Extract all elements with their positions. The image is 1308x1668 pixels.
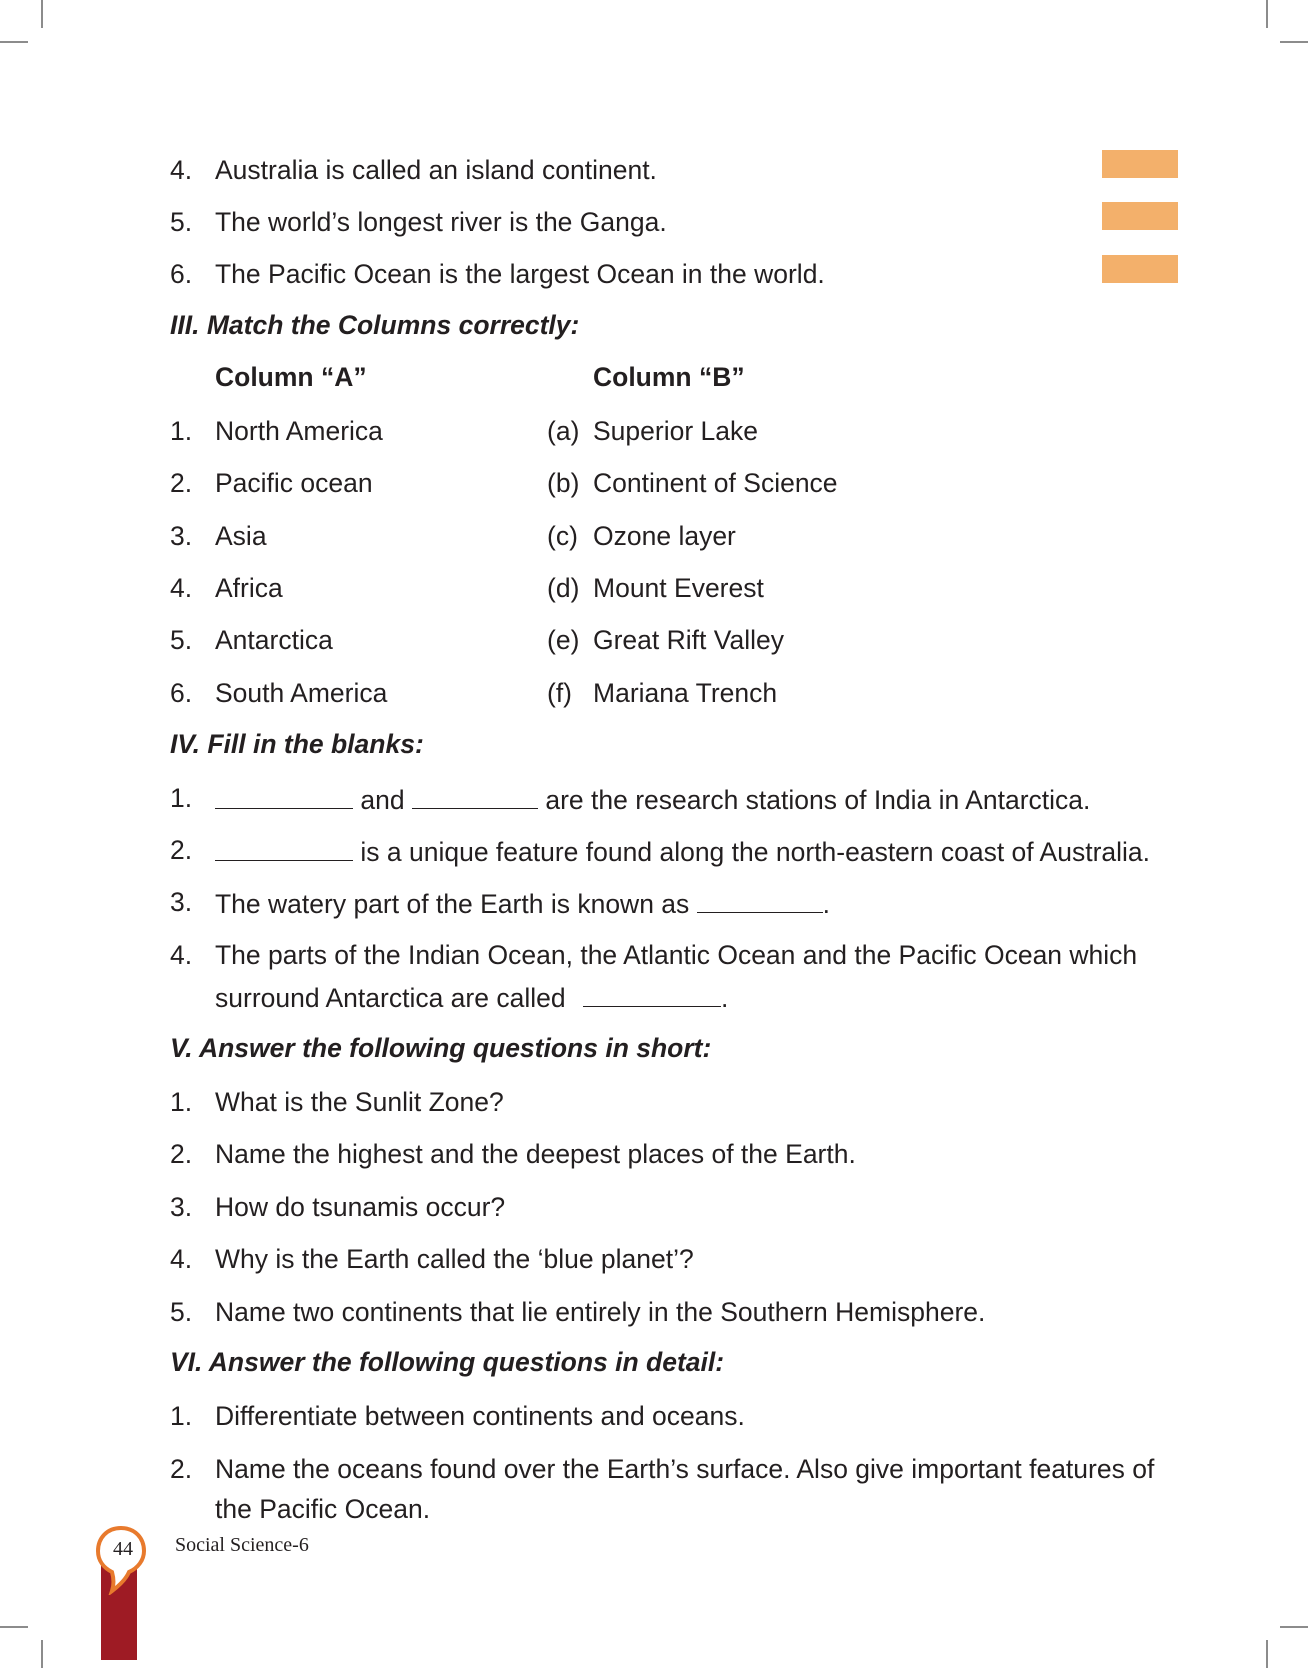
column-b-cell: Continent of Science bbox=[593, 468, 838, 498]
item-text: Name the highest and the deepest places of the Earth. bbox=[215, 1139, 856, 1169]
column-b-label: (a) bbox=[547, 416, 580, 446]
answer-box[interactable] bbox=[1102, 150, 1178, 178]
column-b-cell: Superior Lake bbox=[593, 416, 758, 446]
blank-sentence: are the research stations of India in Antarctica. bbox=[545, 785, 1091, 815]
item-number: 4. bbox=[170, 155, 193, 185]
column-b-label: (f) bbox=[547, 678, 573, 708]
item-number: 4. bbox=[170, 573, 193, 603]
section-heading: IV. Fill in the blanks: bbox=[170, 729, 424, 759]
item-number: 2. bbox=[170, 1454, 193, 1484]
item-number: 1. bbox=[170, 1401, 193, 1431]
book-title: Social Science-6 bbox=[175, 1534, 309, 1556]
item-number: 2. bbox=[170, 835, 193, 865]
item-number: 3. bbox=[170, 887, 193, 917]
column-b-label: (b) bbox=[547, 468, 580, 498]
column-b-cell: Ozone layer bbox=[593, 521, 736, 551]
item-text: Australia is called an island continent. bbox=[215, 155, 657, 185]
item-number: 2. bbox=[170, 468, 193, 498]
item-text: Name the oceans found over the Earth’s surface. Also give important features of bbox=[215, 1454, 1155, 1484]
section-heading: VI. Answer the following questions in detail: bbox=[170, 1347, 725, 1377]
answer-box[interactable] bbox=[1102, 202, 1178, 230]
column-a-cell: Africa bbox=[215, 573, 283, 603]
page-number: 44 bbox=[113, 1538, 133, 1560]
blank-sentence: surround Antarctica are called bbox=[215, 983, 566, 1013]
column-a-cell: Asia bbox=[215, 521, 267, 551]
answer-box[interactable] bbox=[1102, 255, 1178, 283]
section-heading: V. Answer the following questions in short: bbox=[170, 1033, 712, 1063]
blank-line[interactable] bbox=[697, 886, 823, 913]
column-a-cell: North America bbox=[215, 416, 383, 446]
column-b-label: (e) bbox=[547, 625, 580, 655]
item-number: 3. bbox=[170, 521, 193, 551]
item-text bbox=[215, 980, 728, 1014]
item-number: 1. bbox=[170, 1087, 193, 1117]
item-number: 1. bbox=[170, 783, 193, 813]
item-number: 4. bbox=[170, 940, 193, 970]
column-a-cell: Antarctica bbox=[215, 625, 333, 655]
column-a-cell: South America bbox=[215, 678, 388, 708]
item-number: 5. bbox=[170, 625, 193, 655]
column-b-label: (c) bbox=[547, 521, 578, 551]
item-number: 6. bbox=[170, 259, 193, 289]
item-text bbox=[215, 782, 1090, 816]
item-number: 6. bbox=[170, 678, 193, 708]
blank-line[interactable] bbox=[412, 782, 538, 809]
column-a-cell: Pacific ocean bbox=[215, 468, 373, 498]
item-text: The Pacific Ocean is the largest Ocean in the world. bbox=[215, 259, 825, 289]
item-text: How do tsunamis occur? bbox=[215, 1192, 506, 1222]
blank-connector: and bbox=[360, 785, 405, 815]
column-b-cell: Mariana Trench bbox=[593, 678, 778, 708]
item-text: Name two continents that lie entirely in the Southern Hemisphere. bbox=[215, 1297, 986, 1327]
item-text: What is the Sunlit Zone? bbox=[215, 1087, 504, 1117]
item-text: the Pacific Ocean. bbox=[215, 1494, 431, 1524]
item-text: The parts of the Indian Ocean, the Atlantic Ocean and the Pacific Ocean which bbox=[215, 940, 1138, 970]
item-text: The world’s longest river is the Ganga. bbox=[215, 207, 667, 237]
item-number: 5. bbox=[170, 207, 193, 237]
item-text: Differentiate between continents and oceans. bbox=[215, 1401, 745, 1431]
sentence-end: . bbox=[822, 889, 831, 919]
item-number: 1. bbox=[170, 416, 193, 446]
blank-line[interactable] bbox=[215, 834, 353, 861]
item-number: 5. bbox=[170, 1297, 193, 1327]
item-text bbox=[215, 834, 1150, 868]
item-number: 2. bbox=[170, 1139, 193, 1169]
item-number: 4. bbox=[170, 1244, 193, 1274]
blank-line[interactable] bbox=[215, 782, 353, 809]
column-b-label: (d) bbox=[547, 573, 580, 603]
blank-line[interactable] bbox=[583, 980, 721, 1007]
item-number: 3. bbox=[170, 1192, 193, 1222]
blank-sentence: is a unique feature found along the north-eastern coast of Australia. bbox=[360, 837, 1151, 867]
column-b-cell: Mount Everest bbox=[593, 573, 764, 603]
item-text: Why is the Earth called the ‘blue planet’? bbox=[215, 1244, 694, 1274]
sentence-end: . bbox=[720, 983, 729, 1013]
column-b-title: Column “B” bbox=[593, 362, 745, 392]
column-a-title: Column “A” bbox=[215, 362, 367, 392]
column-b-cell: Great Rift Valley bbox=[593, 625, 784, 655]
blank-sentence: The watery part of the Earth is known as bbox=[215, 889, 690, 919]
item-text bbox=[215, 886, 830, 920]
section-heading: III. Match the Columns correctly: bbox=[170, 310, 580, 340]
